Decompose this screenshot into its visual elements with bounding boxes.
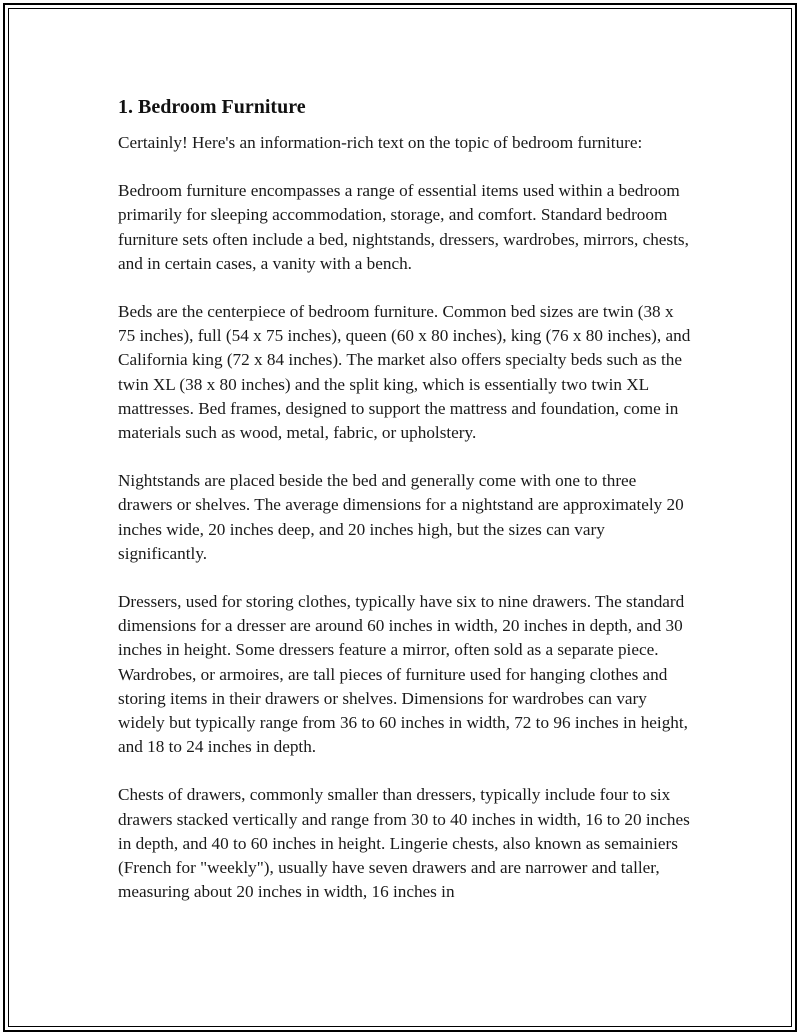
section-heading: 1. Bedroom Furniture: [118, 96, 306, 118]
document-body: [118, 93, 694, 928]
paragraph-nightstands: Nightstands are placed beside the bed and generally come with one to three drawers or shelves. The average dimensions for a nightstand are approximately 20 inches wide, 20 inches deep, and 20 inches high, but the sizes can vary significantly.: [118, 471, 684, 563]
paragraph-beds: Beds are the centerpiece of bedroom furniture. Common bed sizes are twin (38 x 75 inches), full (54 x 75 inches), queen (60 x 80 inches), king (76 x 80 inches), and California king (72 x 84 inches). The market also offers specialty beds such as the twin XL (38 x 80 inches) and the split king, which is essentially two twin XL mattresses. Bed frames, designed to support the mattress and foundation, come in materials such as wood, metal, fabric, or upholstery.: [118, 302, 691, 443]
intro-paragraph: Certainly! Here's an information-rich text on the topic of bedroom furniture:: [118, 133, 643, 152]
paragraph-chests: Chests of drawers, commonly smaller than dressers, typically include four to six drawers stacked vertically and range from 30 to 40 inches in width, 16 to 20 inches in depth, and 40 to 60 inches in height. Lingerie chests, also known as semainiers (French for "weekly"), usually have seven drawers and are narrower and taller, measuring about 20 inches in width, 16 inches in: [118, 785, 690, 902]
paragraph-dressers-wardrobes: Dressers, used for storing clothes, typically have six to nine drawers. The standard dimensions for a dresser are around 60 inches in width, 20 inches in depth, and 30 inches in height. Some dressers feature a mirror, often sold as a separate piece. Wardrobes, or armoires, are tall pieces of furniture used for hanging clothes and storing items in their drawers or shelves. Dimensions for wardrobes can vary widely but typically range from 36 to 60 inches in width, 72 to 96 inches in height, and 18 to 24 inches in depth.: [118, 592, 688, 757]
paragraph-overview: Bedroom furniture encompasses a range of essential items used within a bedroom primarily for sleeping accommodation, storage, and comfort. Standard bedroom furniture sets often include a bed, nightstands, dressers, wardrobes, mirrors, chests, and in certain cases, a vanity with a bench.: [118, 181, 689, 273]
